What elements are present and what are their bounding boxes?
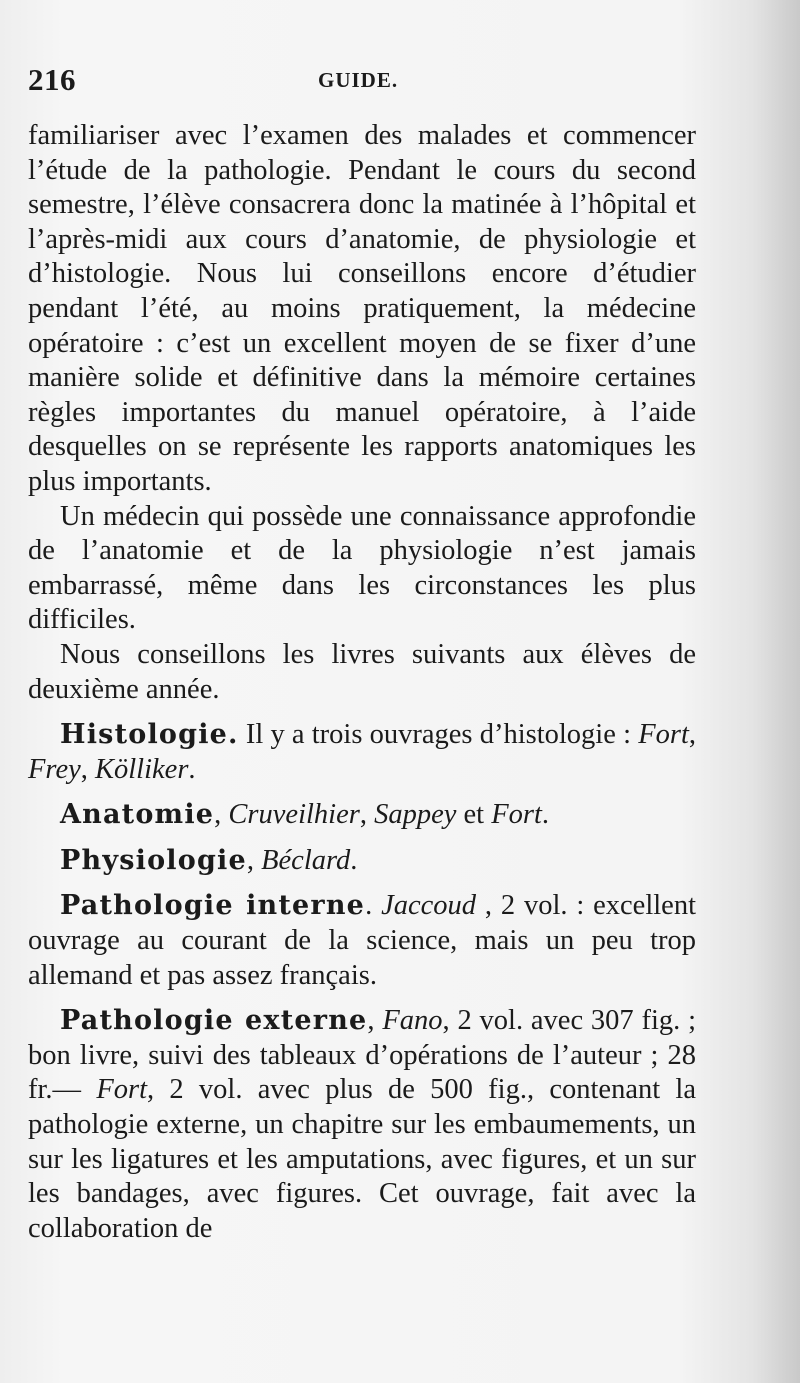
entry-anatomie [28, 798, 696, 833]
entry-text: , 2 vol. avec plus de 500 fig., contenant la pathologie externe, un chapitre sur les embaumements, un sur les ligatures et les amputations, avec figures, et un sur les bandages, avec figures. Cet ouvrage, fait avec la collaboration de [28, 1074, 696, 1244]
author-name: Fort [491, 799, 542, 831]
entry-heading: Pathologie externe [60, 1005, 368, 1037]
separator: , [214, 799, 229, 831]
separator: , [246, 844, 262, 876]
separator: . [365, 890, 382, 922]
page-number: 216 [28, 62, 76, 97]
author-name: Fort [96, 1074, 147, 1106]
paragraph-continuation: familiariser avec l’examen des malades et commencer l’étude de la pathologie. Pendant le cours du second semestre, l’élève consacrera donc la matinée à l’hôpital et l’après-midi aux cours d’anatomie, de physiologie et d’histologie. Nous lui conseillons encore d’étudier pendant l’été, au moins pratiquement, la médecine opératoire : c’est un excellent moyen de se fixer d’une manière solide et définitive dans la mémoire certaines règles importantes du manuel opératoire, à l’aide desquelles on se représente les rapports anatomiques les plus importants. [28, 120, 696, 497]
author-name: Fort [638, 719, 689, 751]
running-title: GUIDE. [318, 68, 399, 92]
entry-histologie [28, 718, 696, 787]
paragraph-book-recommendation: Nous conseillons les livres suivants aux élèves de deuxième année. [28, 638, 696, 705]
author-name: Jaccoud [381, 890, 477, 922]
paragraph-anatomy-knowledge: Un médecin qui possède une connaissance approfondie de l’anatomie et de la physiologie n’est jamais embarrassé, même dans les circonstances les plus difficiles. [28, 500, 696, 636]
terminal-punctuation: . [541, 799, 550, 831]
author-name: Fano [382, 1005, 443, 1037]
separator: , [80, 753, 95, 785]
entry-heading: Physiologie [60, 844, 247, 876]
entry-pathologie-externe [28, 1004, 696, 1246]
entry-pathologie-interne [28, 889, 696, 993]
terminal-punctuation: . [188, 753, 196, 785]
author-name: Béclard [261, 844, 351, 876]
terminal-punctuation: . [350, 844, 358, 876]
author-name: Sappey [374, 799, 457, 831]
body-text [28, 119, 696, 1246]
author-name: Cruveilhier [228, 799, 360, 831]
entry-heading: Anatomie [60, 799, 215, 831]
entry-heading: Histologie. [60, 719, 239, 751]
separator: , [367, 1005, 383, 1037]
entry-text: Il y a trois ouvrages d’histologie : [238, 719, 639, 751]
separator: , [688, 719, 696, 751]
page-header [28, 62, 708, 102]
conjunction: et [456, 799, 492, 831]
entry-heading: Pathologie interne [60, 890, 366, 922]
entry-physiologie [28, 844, 696, 879]
separator: , [359, 799, 375, 831]
entry-text: , 2 vol. avec 307 fig. ; bon livre, suivi des tableaux d’opérations de l’auteur ; 28 fr.— [28, 1005, 697, 1106]
author-name: Kölliker [95, 753, 189, 785]
author-name: Frey [28, 753, 81, 785]
entry-text: , 2 vol. : excellent ouvrage au courant de la science, mais un peu trop allemand et pas assez français. [28, 890, 696, 991]
